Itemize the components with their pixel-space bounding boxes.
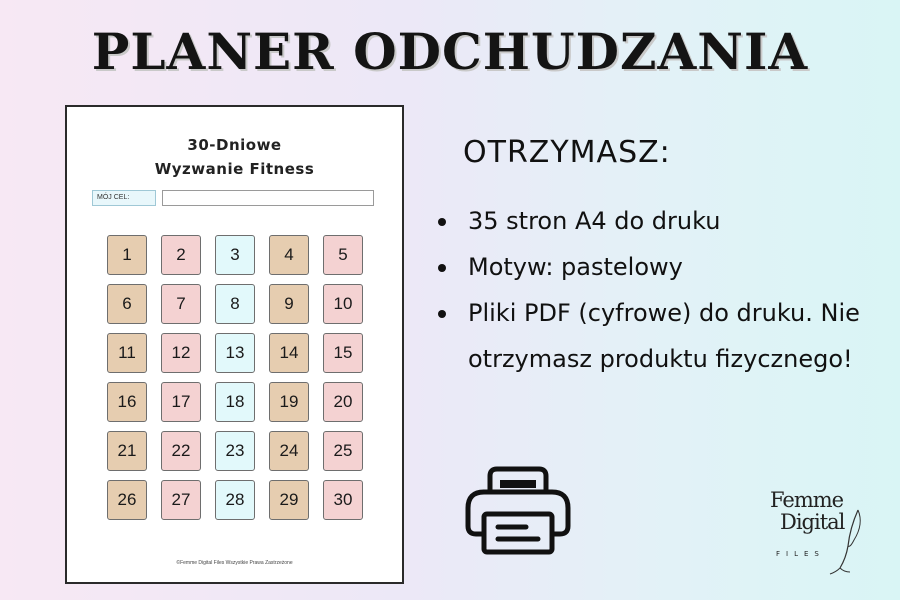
feature-text: Pliki PDF (cyfrowe) do druku. Nie otrzymasz produktu fizycznego! [468, 299, 860, 373]
bullet-icon [438, 264, 446, 272]
day-cell: 18 [215, 382, 255, 422]
day-cell: 11 [107, 333, 147, 373]
day-cell: 29 [269, 480, 309, 520]
day-cell: 1 [107, 235, 147, 275]
bullet-icon [438, 218, 446, 226]
feature-text: Motyw: pastelowy [468, 253, 683, 281]
day-cell: 27 [161, 480, 201, 520]
day-cell: 22 [161, 431, 201, 471]
printer-icon [462, 464, 574, 556]
day-cell: 10 [323, 284, 363, 324]
day-cell: 12 [161, 333, 201, 373]
day-cell: 6 [107, 284, 147, 324]
page-title: PLANER ODCHUDZANIA [91, 22, 809, 81]
day-cell: 17 [161, 382, 201, 422]
feature-item [438, 290, 878, 382]
day-cell: 30 [323, 480, 363, 520]
day-cell: 21 [107, 431, 147, 471]
day-cell: 9 [269, 284, 309, 324]
day-cell: 24 [269, 431, 309, 471]
feather-icon [828, 506, 868, 576]
logo-line3: FILES [776, 550, 825, 558]
sheet-title-line1: 30-Dniowe [187, 136, 282, 154]
brand-logo [758, 488, 878, 580]
day-cell: 16 [107, 382, 147, 422]
day-cell: 13 [215, 333, 255, 373]
feature-item [438, 198, 878, 244]
section-heading: OTRZYMASZ: [463, 135, 671, 170]
day-cell: 25 [323, 431, 363, 471]
goal-field [162, 190, 374, 206]
day-cell: 5 [323, 235, 363, 275]
logo-line2: Digital [780, 510, 845, 534]
feature-list [438, 198, 878, 382]
day-cell: 2 [161, 235, 201, 275]
day-cell: 14 [269, 333, 309, 373]
planner-sheet-preview [65, 105, 404, 584]
logo-line1: Femme [770, 488, 844, 512]
goal-label: MÓJ CEL: [92, 190, 156, 206]
day-grid [107, 235, 363, 520]
day-cell: 7 [161, 284, 201, 324]
day-cell: 8 [215, 284, 255, 324]
sheet-title [67, 133, 402, 181]
day-cell: 19 [269, 382, 309, 422]
feature-text: 35 stron A4 do druku [468, 207, 721, 235]
day-cell: 23 [215, 431, 255, 471]
day-cell: 3 [215, 235, 255, 275]
bullet-icon [438, 310, 446, 318]
day-cell: 15 [323, 333, 363, 373]
day-cell: 26 [107, 480, 147, 520]
copyright-text: ©Femme Digital Files Wszystkie Prawa Zastrzeżone [176, 560, 293, 566]
feature-item [438, 244, 878, 290]
day-cell: 4 [269, 235, 309, 275]
sheet-title-line2: Wyzwanie Fitness [154, 160, 315, 178]
day-cell: 20 [323, 382, 363, 422]
day-cell: 28 [215, 480, 255, 520]
